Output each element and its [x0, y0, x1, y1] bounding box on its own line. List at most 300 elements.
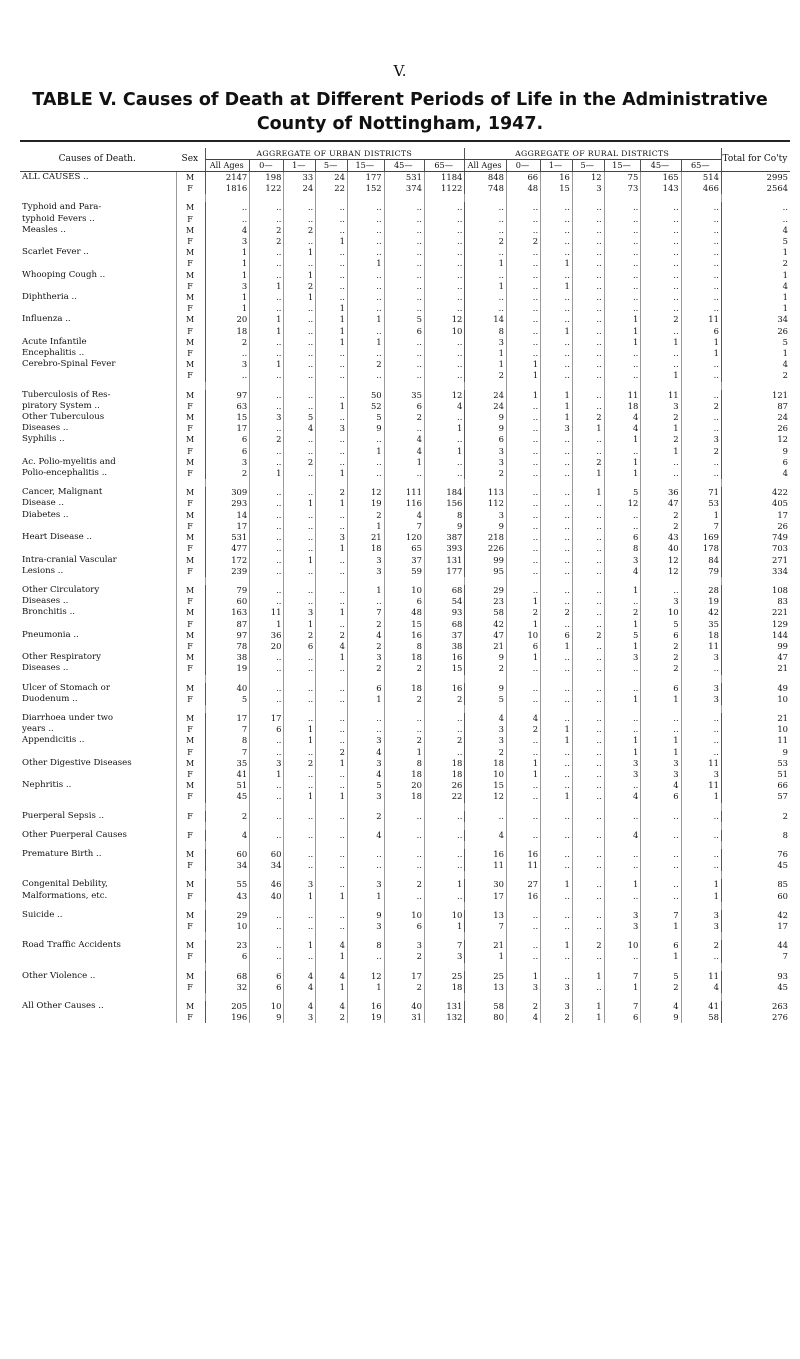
urban-value-cell: 3: [284, 879, 316, 890]
rural-value-cell: 1: [604, 879, 641, 890]
cause-cell: [20, 258, 176, 269]
rural-value-cell: ..: [572, 747, 604, 758]
rural-value-cell: ..: [541, 487, 573, 498]
rural-value-cell: ..: [506, 202, 540, 213]
sex-cell: F: [176, 769, 205, 780]
rural-value-cell: 6: [681, 326, 721, 337]
rural-value-cell: 3: [604, 652, 641, 663]
rural-value-cell: ..: [506, 247, 540, 258]
cause-cell: Cerebro-Spinal Fever: [22, 359, 116, 370]
urban-value-cell: 1: [316, 337, 348, 348]
rural-value-cell: 4: [604, 830, 641, 841]
rural-value-cell: ..: [572, 641, 604, 652]
urban-value-cell: 3: [284, 1012, 316, 1023]
table-row: [20, 619, 790, 630]
rural-value-cell: 6: [541, 630, 573, 641]
urban-value-cell: ..: [284, 258, 316, 269]
urban-value-cell: 36: [250, 630, 284, 641]
rural-value-cell: 95: [465, 566, 507, 577]
sex-cell: M: [176, 971, 205, 982]
rural-value-cell: ..: [604, 596, 641, 607]
urban-value-cell: ..: [284, 543, 316, 554]
cause-cell: [20, 791, 176, 802]
cause-cell: Intra-cranial Vascular: [22, 554, 117, 565]
rural-value-cell: 4: [641, 1001, 681, 1012]
header-total: Total for Co'ty: [721, 148, 790, 172]
rural-value-cell: 112: [465, 498, 507, 509]
county-total-cell: 10: [721, 724, 790, 735]
urban-value-cell: 6: [284, 641, 316, 652]
table-row: [20, 390, 790, 401]
rural-value-cell: ..: [681, 258, 721, 269]
urban-value-cell: 26: [424, 780, 464, 791]
urban-value-cell: 14: [206, 510, 250, 521]
rural-value-cell: 47: [641, 498, 681, 509]
table-row: [20, 281, 790, 292]
urban-value-cell: ..: [347, 247, 384, 258]
sex-cell: M: [176, 172, 205, 184]
table-row: [20, 830, 790, 841]
rural-value-cell: ..: [572, 314, 604, 325]
rural-value-cell: ..: [506, 521, 540, 532]
rural-value-cell: 1: [541, 735, 573, 746]
urban-value-cell: 2: [206, 468, 250, 479]
urban-value-cell: ..: [347, 202, 384, 213]
rural-value-cell: ..: [506, 292, 540, 303]
urban-value-cell: 35: [206, 758, 250, 769]
rural-value-cell: ..: [641, 849, 681, 860]
rural-value-cell: 58: [465, 1001, 507, 1012]
urban-value-cell: 2: [347, 641, 384, 652]
urban-value-cell: 2: [384, 694, 424, 705]
rural-value-cell: ..: [572, 258, 604, 269]
rural-value-cell: 2: [465, 747, 507, 758]
rural-value-cell: ..: [681, 735, 721, 746]
rural-value-cell: 27: [506, 879, 540, 890]
sex-cell: F: [176, 619, 205, 630]
rural-value-cell: ..: [604, 292, 641, 303]
table-row: [20, 849, 790, 860]
rural-value-cell: ..: [681, 860, 721, 871]
urban-value-cell: ..: [384, 423, 424, 434]
urban-value-cell: 1: [206, 258, 250, 269]
urban-value-cell: ..: [250, 780, 284, 791]
urban-value-cell: 4: [316, 1001, 348, 1012]
county-total-cell: 45: [721, 982, 790, 993]
county-total-cell: 66: [721, 780, 790, 791]
rural-value-cell: ..: [506, 555, 540, 566]
county-total-cell: 6: [721, 457, 790, 468]
urban-value-cell: 198: [250, 172, 284, 184]
rural-value-cell: 4: [604, 423, 641, 434]
urban-value-cell: ..: [250, 735, 284, 746]
table-row: [20, 555, 790, 566]
urban-value-cell: ..: [250, 292, 284, 303]
rural-value-cell: 6: [641, 791, 681, 802]
sex-cell: F: [176, 694, 205, 705]
urban-value-cell: ..: [424, 236, 464, 247]
cause-cell: Cancer, Malignant: [22, 487, 103, 498]
urban-value-cell: 35: [384, 390, 424, 401]
urban-value-cell: ..: [316, 247, 348, 258]
county-total-cell: 1: [721, 270, 790, 281]
urban-value-cell: ..: [250, 521, 284, 532]
table-row: [20, 971, 790, 982]
urban-age-header: 0—: [250, 160, 284, 172]
header-sex: Sex: [176, 148, 205, 172]
rural-value-cell: ..: [604, 683, 641, 694]
urban-value-cell: 4: [424, 401, 464, 412]
sex-cell: F: [176, 641, 205, 652]
table-row: [20, 487, 790, 498]
rural-value-cell: ..: [641, 891, 681, 902]
urban-value-cell: ..: [284, 314, 316, 325]
cause-cell: [20, 860, 176, 871]
urban-value-cell: 3: [206, 281, 250, 292]
rural-value-cell: ..: [572, 982, 604, 993]
rural-value-cell: ..: [506, 585, 540, 596]
urban-value-cell: 1: [347, 314, 384, 325]
rural-value-cell: ..: [572, 585, 604, 596]
urban-value-cell: 18: [384, 683, 424, 694]
urban-value-cell: ..: [347, 370, 384, 381]
urban-value-cell: ..: [316, 663, 348, 674]
urban-value-cell: ..: [284, 359, 316, 370]
urban-value-cell: 9: [347, 910, 384, 921]
rural-value-cell: 5: [604, 487, 641, 498]
rural-value-cell: 10: [641, 607, 681, 618]
cause-cell: Congenital Debility,: [22, 879, 108, 890]
rural-value-cell: 2: [465, 370, 507, 381]
rural-value-cell: ..: [604, 258, 641, 269]
urban-value-cell: 5: [206, 694, 250, 705]
urban-value-cell: 1: [424, 423, 464, 434]
sex-cell: F: [176, 921, 205, 932]
urban-value-cell: 6: [206, 434, 250, 445]
rural-value-cell: ..: [604, 247, 641, 258]
rural-value-cell: ..: [572, 769, 604, 780]
rural-value-cell: ..: [541, 910, 573, 921]
urban-value-cell: 1: [316, 401, 348, 412]
rural-value-cell: ..: [541, 202, 573, 213]
table-row: [20, 247, 790, 258]
urban-value-cell: 9: [347, 423, 384, 434]
urban-value-cell: 22: [424, 791, 464, 802]
urban-value-cell: 97: [206, 630, 250, 641]
urban-value-cell: 16: [424, 652, 464, 663]
urban-value-cell: 1: [284, 555, 316, 566]
rural-value-cell: 1: [641, 694, 681, 705]
rural-value-cell: ..: [541, 971, 573, 982]
county-total-cell: 1: [721, 303, 790, 314]
cause-cell: Whooping Cough ..: [22, 269, 106, 280]
urban-value-cell: 387: [424, 532, 464, 543]
cause-cell: ALL CAUSES ..: [22, 172, 89, 182]
urban-value-cell: 60: [250, 849, 284, 860]
rural-value-cell: 2: [681, 446, 721, 457]
sex-cell: M: [176, 910, 205, 921]
rural-value-cell: ..: [604, 713, 641, 724]
urban-value-cell: 16: [424, 683, 464, 694]
sex-cell: F: [176, 370, 205, 381]
table-row: [20, 423, 790, 434]
rural-value-cell: ..: [541, 860, 573, 871]
rural-value-cell: 143: [641, 183, 681, 194]
urban-value-cell: 1: [250, 281, 284, 292]
urban-value-cell: 3: [347, 758, 384, 769]
urban-value-cell: ..: [284, 596, 316, 607]
urban-value-cell: 1122: [424, 183, 464, 194]
urban-value-cell: 177: [347, 172, 384, 184]
rural-value-cell: 3: [641, 596, 681, 607]
table-row: [20, 359, 790, 370]
rural-value-cell: 1: [541, 879, 573, 890]
rural-value-cell: 2: [604, 607, 641, 618]
rural-value-cell: ..: [604, 849, 641, 860]
cause-cell: [20, 951, 176, 962]
rural-value-cell: 1: [604, 434, 641, 445]
rural-value-cell: 2: [681, 940, 721, 951]
rural-value-cell: 1: [604, 314, 641, 325]
rural-value-cell: ..: [572, 498, 604, 509]
sex-cell: M: [176, 487, 205, 498]
urban-value-cell: 4: [347, 747, 384, 758]
urban-value-cell: 6: [250, 971, 284, 982]
rural-value-cell: ..: [572, 951, 604, 962]
spacer-row: [20, 194, 790, 202]
urban-value-cell: 10: [384, 585, 424, 596]
table-row: [20, 630, 790, 641]
rural-value-cell: 1: [604, 641, 641, 652]
urban-value-cell: 3: [206, 236, 250, 247]
rural-value-cell: ..: [541, 891, 573, 902]
rural-value-cell: 1: [641, 337, 681, 348]
cause-cell: Diphtheria ..: [22, 292, 77, 303]
county-total-cell: 749: [721, 532, 790, 543]
rural-value-cell: 1: [506, 758, 540, 769]
rural-value-cell: 75: [604, 172, 641, 184]
urban-age-header: 5—: [316, 160, 348, 172]
urban-value-cell: 10: [384, 910, 424, 921]
rural-value-cell: ..: [572, 860, 604, 871]
urban-value-cell: ..: [284, 652, 316, 663]
sex-cell: M: [176, 607, 205, 618]
urban-value-cell: ..: [424, 337, 464, 348]
urban-value-cell: ..: [424, 412, 464, 423]
cause-cell: Diseases ..: [22, 663, 69, 674]
rural-value-cell: ..: [465, 247, 507, 258]
rural-value-cell: ..: [681, 747, 721, 758]
sex-cell: M: [176, 879, 205, 890]
rural-value-cell: ..: [604, 214, 641, 225]
rural-value-cell: ..: [572, 337, 604, 348]
urban-value-cell: ..: [284, 390, 316, 401]
urban-value-cell: 2: [384, 951, 424, 962]
urban-value-cell: ..: [384, 348, 424, 359]
county-total-cell: 221: [721, 607, 790, 618]
sex-cell: M: [176, 292, 205, 303]
rural-value-cell: 1: [465, 258, 507, 269]
urban-value-cell: 2: [206, 337, 250, 348]
rural-value-cell: ..: [681, 713, 721, 724]
rural-value-cell: ..: [506, 747, 540, 758]
rural-value-cell: ..: [641, 202, 681, 213]
sex-cell: M: [176, 713, 205, 724]
rural-value-cell: ..: [541, 292, 573, 303]
urban-age-header: 1—: [284, 160, 316, 172]
table-row: [20, 891, 790, 902]
rural-value-cell: ..: [572, 543, 604, 554]
urban-value-cell: 7: [384, 521, 424, 532]
rural-value-cell: 30: [465, 879, 507, 890]
rural-value-cell: ..: [641, 225, 681, 236]
urban-value-cell: ..: [316, 510, 348, 521]
rural-value-cell: 23: [465, 596, 507, 607]
urban-value-cell: ..: [284, 214, 316, 225]
sex-cell: M: [176, 532, 205, 543]
rural-value-cell: 16: [465, 849, 507, 860]
county-total-cell: 87: [721, 401, 790, 412]
county-total-cell: 17: [721, 921, 790, 932]
rural-value-cell: 4: [506, 713, 540, 724]
urban-value-cell: 68: [206, 971, 250, 982]
urban-value-cell: ..: [316, 566, 348, 577]
table-body: [20, 172, 790, 1024]
rural-value-cell: 1: [604, 585, 641, 596]
rural-value-cell: ..: [641, 292, 681, 303]
rural-value-cell: ..: [604, 663, 641, 674]
rural-value-cell: 2: [506, 1001, 540, 1012]
rural-value-cell: 42: [465, 619, 507, 630]
urban-value-cell: ..: [250, 555, 284, 566]
urban-value-cell: 4: [284, 1001, 316, 1012]
urban-value-cell: ..: [424, 359, 464, 370]
rural-value-cell: ..: [604, 348, 641, 359]
cause-cell: Typhoid and Para-: [22, 202, 102, 213]
rural-value-cell: 2: [506, 607, 540, 618]
county-total-cell: 47: [721, 652, 790, 663]
rural-value-cell: 2: [641, 434, 681, 445]
urban-value-cell: 1: [347, 891, 384, 902]
urban-value-cell: ..: [284, 532, 316, 543]
rural-value-cell: 58: [681, 1012, 721, 1023]
urban-value-cell: 2: [347, 619, 384, 630]
urban-value-cell: 15: [384, 619, 424, 630]
rural-value-cell: 36: [641, 487, 681, 498]
urban-value-cell: ..: [250, 830, 284, 841]
rural-value-cell: ..: [541, 348, 573, 359]
urban-value-cell: ..: [250, 663, 284, 674]
sex-cell: M: [176, 758, 205, 769]
rural-value-cell: 41: [681, 1001, 721, 1012]
urban-value-cell: 40: [250, 891, 284, 902]
county-total-cell: 26: [721, 521, 790, 532]
rural-value-cell: ..: [572, 202, 604, 213]
urban-value-cell: 1: [424, 446, 464, 457]
county-total-cell: 51: [721, 769, 790, 780]
rural-value-cell: 15: [465, 780, 507, 791]
rural-value-cell: 1: [506, 370, 540, 381]
urban-value-cell: ..: [250, 543, 284, 554]
urban-value-cell: 1: [284, 619, 316, 630]
rural-value-cell: ..: [541, 566, 573, 577]
urban-value-cell: ..: [316, 555, 348, 566]
rural-value-cell: ..: [572, 401, 604, 412]
rural-value-cell: 1: [681, 337, 721, 348]
urban-value-cell: ..: [250, 487, 284, 498]
table-row: [20, 879, 790, 890]
urban-value-cell: ..: [384, 359, 424, 370]
urban-value-cell: 18: [384, 791, 424, 802]
rural-value-cell: 1: [604, 619, 641, 630]
urban-value-cell: 4: [316, 971, 348, 982]
urban-value-cell: 3: [347, 555, 384, 566]
urban-value-cell: 6: [384, 326, 424, 337]
urban-value-cell: 4: [347, 630, 384, 641]
urban-value-cell: 5: [347, 412, 384, 423]
cause-cell: [20, 747, 176, 758]
urban-value-cell: 1: [284, 891, 316, 902]
rural-value-cell: 16: [506, 891, 540, 902]
table-title: [0, 88, 800, 136]
rural-value-cell: 1: [604, 735, 641, 746]
rural-value-cell: ..: [541, 596, 573, 607]
cause-cell: [20, 769, 176, 780]
rural-value-cell: ..: [506, 457, 540, 468]
urban-value-cell: 41: [206, 769, 250, 780]
urban-value-cell: 10: [250, 1001, 284, 1012]
urban-value-cell: 3: [250, 758, 284, 769]
table-row: [20, 270, 790, 281]
table-row: [20, 791, 790, 802]
rural-value-cell: ..: [641, 236, 681, 247]
rural-value-cell: ..: [641, 326, 681, 337]
urban-value-cell: ..: [250, 652, 284, 663]
county-total-cell: 2: [721, 370, 790, 381]
rural-value-cell: 1: [572, 423, 604, 434]
rural-value-cell: ..: [572, 758, 604, 769]
urban-value-cell: 4: [384, 434, 424, 445]
county-total-cell: 1: [721, 292, 790, 303]
urban-age-header: All Ages: [206, 160, 250, 172]
rural-value-cell: 11: [681, 971, 721, 982]
urban-value-cell: 18: [424, 758, 464, 769]
rural-value-cell: 3: [465, 337, 507, 348]
sex-cell: F: [176, 566, 205, 577]
urban-value-cell: 2: [316, 1012, 348, 1023]
rural-value-cell: ..: [572, 326, 604, 337]
rural-value-cell: ..: [572, 830, 604, 841]
rural-value-cell: 80: [465, 1012, 507, 1023]
rural-value-cell: ..: [506, 270, 540, 281]
urban-value-cell: 239: [206, 566, 250, 577]
urban-value-cell: ..: [316, 258, 348, 269]
cause-cell: [20, 543, 176, 554]
rural-value-cell: ..: [572, 694, 604, 705]
urban-value-cell: 132: [424, 1012, 464, 1023]
rural-value-cell: 3: [506, 982, 540, 993]
rural-value-cell: ..: [681, 390, 721, 401]
rural-value-cell: 1: [572, 971, 604, 982]
urban-value-cell: ..: [316, 348, 348, 359]
rural-value-cell: 113: [465, 487, 507, 498]
urban-value-cell: 393: [424, 543, 464, 554]
urban-value-cell: ..: [347, 281, 384, 292]
urban-value-cell: 60: [206, 596, 250, 607]
cause-cell: Bronchitis ..: [22, 607, 76, 618]
rural-value-cell: ..: [541, 555, 573, 566]
urban-value-cell: 24: [316, 172, 348, 184]
